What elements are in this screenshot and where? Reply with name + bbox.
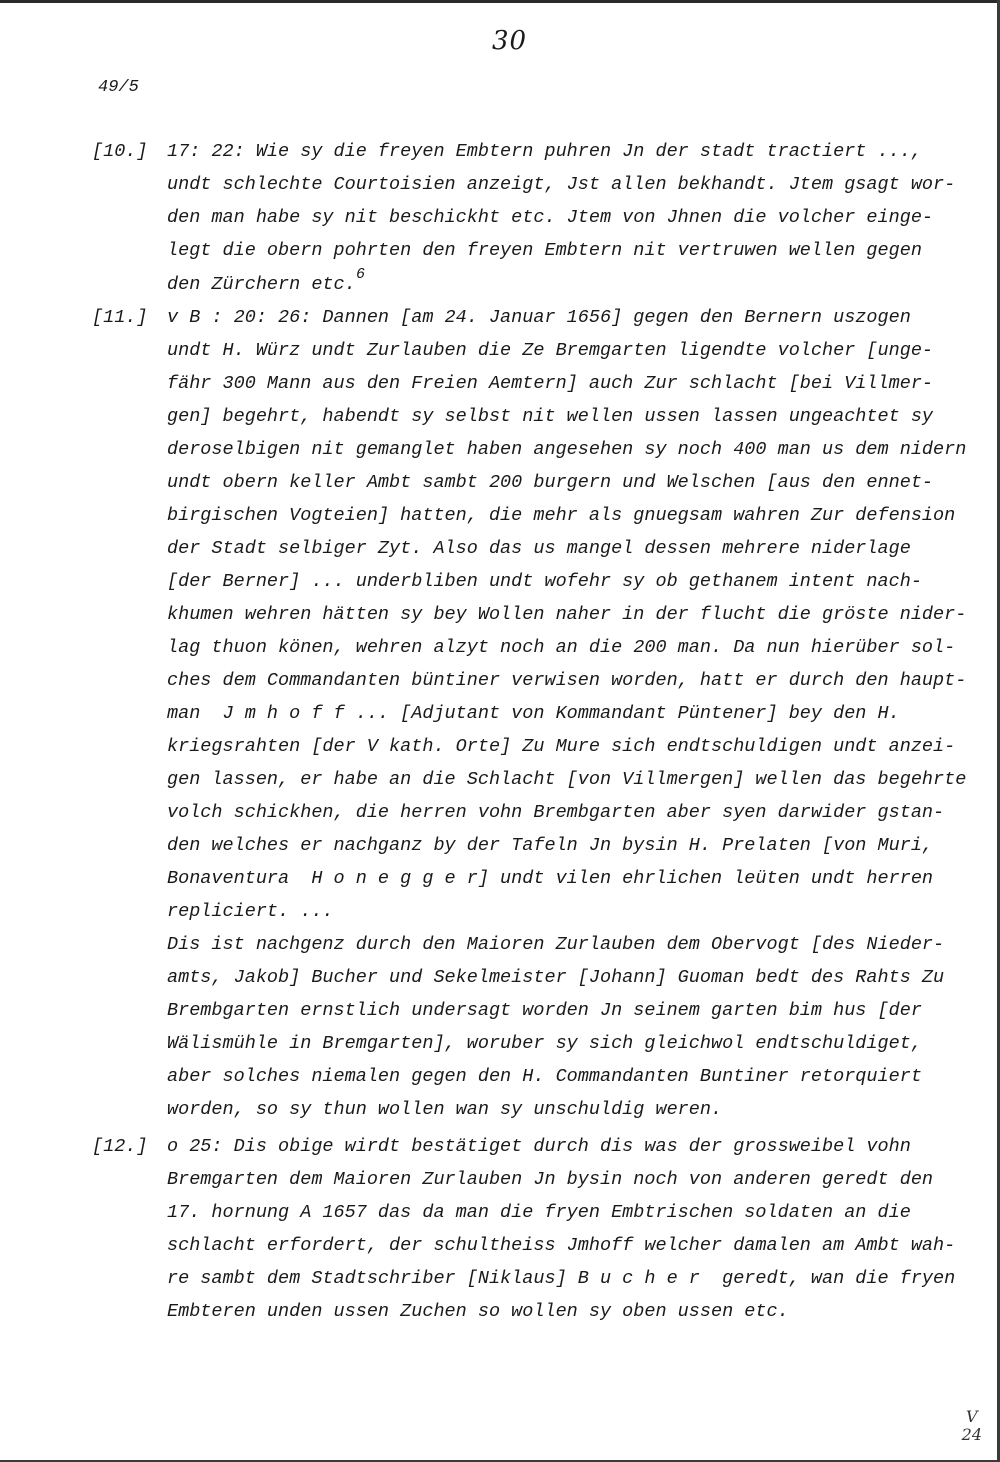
entry-line: den welches er nachganz by der Tafeln Jn bysin H. Prelaten [von Muri, (167, 835, 934, 856)
entry-line: worden, so sy thun wollen wan sy unschuldig weren. (167, 1099, 723, 1120)
archive-reference: 49/5 (98, 78, 139, 97)
entry-line: den Zürchern etc. (167, 274, 356, 295)
entry-line: o 25: Dis obige wirdt bestätiget durch dis was der grossweibel vohn (167, 1136, 911, 1157)
entry-line: den man habe sy nit beschickht etc. Jtem von Jhnen die volcher einge- (167, 207, 934, 228)
entry-line: Bonaventura H o n e g g e r] undt vilen ehrlichen leüten undt herren (167, 868, 934, 889)
entry-line: amts, Jakob] Bucher und Sekelmeister [Johann] Guoman bedt des Rahts Zu (167, 967, 945, 988)
entry-line: Embteren unden ussen Zuchen so wollen sy oben ussen etc. (167, 1301, 789, 1322)
entry-number: [11.] (92, 307, 148, 328)
entry-line: Bremgarten dem Maioren Zurlauben Jn bysin noch von anderen geredt den (167, 1169, 934, 1190)
entry-line: man J m h o f f ... [Adjutant von Kommandant Püntener] bey den H. (167, 703, 900, 724)
entry-line: schlacht erfordert, der schultheiss Jmhoff welcher damalen am Ambt wah- (167, 1235, 956, 1256)
margin-note-line: 24 (961, 1425, 982, 1444)
entry-line: undt schlechte Courtoisien anzeigt, Jst allen bekhandt. Jtem gsagt wor- (167, 174, 956, 195)
entry-line: volch schickhen, die herren vohn Brembgarten aber syen darwider gstan- (167, 802, 945, 823)
entry-line: kriegsrahten [der V kath. Orte] Zu Mure sich endtschuldigen undt anzei- (167, 736, 956, 757)
margin-note-line: V (966, 1407, 978, 1426)
entry-line: repliciert. ... (167, 901, 334, 922)
entry-line: ches dem Commandanten büntiner verwisen worden, hatt er durch den haupt- (167, 670, 967, 691)
entry-line: v B : 20: 26: Dannen [am 24. Januar 1656] gegen den Bernern uszogen (167, 307, 911, 328)
entry-line: re sambt dem Stadtschriber [Niklaus] B u c h e r geredt, wan die fryen (167, 1268, 956, 1289)
entry-line: 17: 22: Wie sy die freyen Embtern puhren Jn der stadt tractiert ..., (167, 141, 922, 162)
entry-line: undt obern keller Ambt sambt 200 burgern und Welschen [aus den ennet- (167, 472, 934, 493)
entry-line: fähr 300 Mann aus den Freien Aemtern] auch Zur schlacht [bei Villmer- (167, 373, 934, 394)
entry-line: undt H. Würz undt Zurlauben die Ze Bremgarten ligendte volcher [unge- (167, 340, 934, 361)
entry-number: [12.] (92, 1136, 148, 1157)
entry-line: legt die obern pohrten den freyen Embtern nit vertruwen wellen gegen (167, 240, 922, 261)
entry-line: Wälismühle in Bremgarten], woruber sy sich gleichwol endtschuldiget, (167, 1033, 922, 1054)
entry-line: [der Berner] ... underbliben undt wofehr sy ob gethanem intent nach- (167, 571, 922, 592)
entry-number: [10.] (92, 141, 148, 162)
entry-line: birgischen Vogteien] hatten, die mehr als gnuegsam wahren Zur defension (167, 505, 956, 526)
entry-line: Brembgarten ernstlich undersagt worden Jn seinem garten bim hus [der (167, 1000, 922, 1021)
margin-note (962, 1408, 982, 1444)
entry-line: lag thuon könen, wehren alzyt noch an die 200 man. Da nun hierüber sol- (167, 637, 956, 658)
page-number: 30 (492, 26, 528, 56)
entry-line: Dis ist nachgenz durch den Maioren Zurlauben dem Obervogt [des Nieder- (167, 934, 945, 955)
entry-line: 17. hornung A 1657 das da man die fryen Embtrischen soldaten an die (167, 1202, 911, 1223)
entry-line: gen lassen, er habe an die Schlacht [von Villmergen] wellen das begehrte (167, 769, 967, 790)
entry-line: der Stadt selbiger Zyt. Also das us mangel dessen mehrere niderlage (167, 538, 911, 559)
entry-line: gen] begehrt, habendt sy selbst nit wellen ussen lassen ungeachtet sy (167, 406, 934, 427)
entry-line: khumen wehren hätten sy bey Wollen naher in der flucht die gröste nider- (167, 604, 967, 625)
footnote-marker: 6 (356, 266, 366, 283)
entry-line: aber solches niemalen gegen den H. Commandanten Buntiner retorquiert (167, 1066, 922, 1087)
entry-line: deroselbigen nit gemanglet haben angesehen sy noch 400 man us dem nidern (167, 439, 967, 460)
scan-edge-top (0, 0, 1000, 3)
